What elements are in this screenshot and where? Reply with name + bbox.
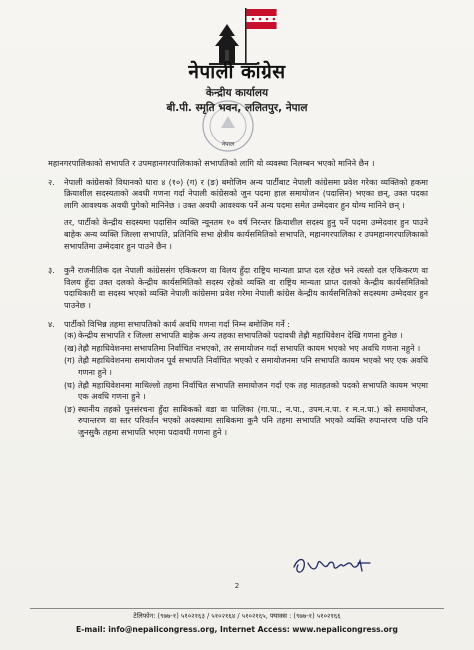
footer-divider: [30, 608, 444, 609]
page-number: 2: [234, 582, 240, 590]
item-3-text: कुनै राजनीतिक दल नेपाली कांग्रेससंग एकिकरण वा विलय हुँदा राष्ट्रिय मान्यता प्राप्त दल रहेछ भने त्यस्तो दल एकिकरण वा विलय हुँदा उक्त दलको केन्द्रीय कार्यसमितिको सदस्य रहेको व्यक्ति वा राष्ट्रिय मान्यता प्राप्त दलको केन्द्रीय कार्यसमितिको पदाधिकारी वा सदस्य भएको व्यक्ति नेपाली कांग्रेसमा प्रवेश गरेमा नेपाली कांग्रेस केन्द्रीय कार्यसमितिको सदस्यमा उम्मेदवार हुन पाउनेछ ।: [64, 265, 428, 310]
list-item-label: (घ): [64, 379, 76, 390]
item-2: [48, 177, 428, 259]
item-3-number: ३.: [48, 265, 55, 276]
item-4-number: ४.: [48, 318, 55, 329]
document-body: [48, 158, 428, 446]
list-item: [64, 355, 428, 378]
list-item-text: तेह्रौ महाधिवेशनमा सभापतिमा निर्वाचित नभएको, तर समायोजन गर्दा सभापति कायम भएको भए अवधि गणना नहुने ।: [78, 342, 421, 353]
list-item-label: (ङ): [64, 403, 76, 414]
list-item: [64, 330, 428, 342]
signature-icon: [290, 553, 376, 579]
list-item-text: केन्द्रीय सभापति र जिल्ला सभापति बाहेक अन्य तहका सभापतिको पदावधी तेह्रौ महाधिवेशन देखि गणना हुनेछ ।: [78, 330, 403, 341]
footer-phone-line: टेलिफोन: (९७७-१) ५१०२१६३ / ५१०२१६४ / ५१०२१६५, फ्याक्स : (९७७-१) ५१०२१६६: [133, 612, 341, 620]
item-3: [48, 265, 428, 311]
list-item: [64, 380, 428, 403]
item-2-number: २.: [48, 176, 55, 187]
item-2-paragraph-1: नेपाली कांग्रेसको विधानको धारा ४ (१०) (ग) र (ङ) बमोजिम अन्य पार्टीबाट नेपाली कांग्रेसमा प्रवेश गरेका व्यक्तिको हकमा क्रियाशील सदस्यताको अवधी गणना गर्दा नेपाली कांग्रेसको जुन पदमा हाल समायोजन (पदासिन) भएका छन्, उक्त पदका लागि आवश्यक अवधी पुगेको मानिनेछ । उक्त अवधी आवश्यक पर्ने अन्य पदमा समेत उम्मेदवार हुन योग्य मानिने छन् ।: [64, 176, 428, 210]
list-item: [64, 404, 428, 439]
list-item: [64, 343, 428, 355]
item-2-paragraph-2: तर, पार्टीको केन्द्रीय सदस्यमा पदासिन व्यक्ति न्यूनतम १० वर्ष निरन्तर क्रियाशील सदस्य हुनु पर्ने पदमा उम्मेदवार हुन पाउने बाहेक अन्य व्यक्ति जिल्ला सभापति, प्रतिनिधि सभा क्षेत्रीय कार्यसमितिको सभापति, महानगरपालिका र उपमहानगरपालिकाको सभापतिमा उम्मेदवार हुन पाउने छैन ।: [64, 217, 428, 251]
office-address: बी.पी. स्मृति भवन, ललितपुर, नेपाल: [166, 102, 308, 114]
item-4: [48, 319, 428, 440]
list-item-label: (ख): [64, 342, 77, 353]
item-4-heading: पार्टीको विभिन्न तहमा सभापतिको कार्य अवधि गणना गर्दा निम्न बमोजिम गर्ने :: [64, 318, 290, 329]
stamp-label: नेपाल: [221, 141, 235, 148]
intro-paragraph: महानगरपालिकाको सभापति र उपमहानगरपालिकाको सभापतिको लागि यो व्यवस्था निलम्बन भएको मानिने छैन ।: [48, 158, 375, 168]
list-item-text: तेह्रौ महाधिवेशनमा समायोजन पूर्व सभापति निर्वाचित भएको र समायोजनमा पनि सभापति कायम भएको भए एक अवधि गणना हुने ।: [78, 355, 428, 377]
list-item-label: (ग): [64, 355, 75, 366]
list-item-text: तेह्रौ महाधिवेशनमा माथिल्लो तहमा निर्वाचित सभापति समायोजन गर्दा एक तह मातहतको पदको सभापति कायम भएमा एक अवधि गणना हुने ।: [78, 379, 428, 402]
list-item-label: (क): [64, 330, 77, 341]
office-name: केन्द्रीय कार्यालय: [205, 87, 269, 99]
organization-name: नेपाली कांग्रेस: [188, 61, 286, 83]
list-item-text: स्थानीय तहको पुनसंरचना हुँदा साबिकको वडा वा पालिका (गा.पा., न.पा., उपम.न.पा. र म.न.पा.) को समायोजन, रुपान्तरण वा स्तर परिवर्तन भएको अवस्थामा साबिकमा कुनै पनि तहमा सभापति भएको व्यक्ति रुपान्तरण पछि पनि जुनसुकै तहमा सभापति भएमा पदावधी गणना हुने ।: [78, 403, 428, 437]
footer-web-line: E-mail: info@nepalicongress.org, Internet Access: www.nepalicongress.org: [76, 625, 398, 634]
